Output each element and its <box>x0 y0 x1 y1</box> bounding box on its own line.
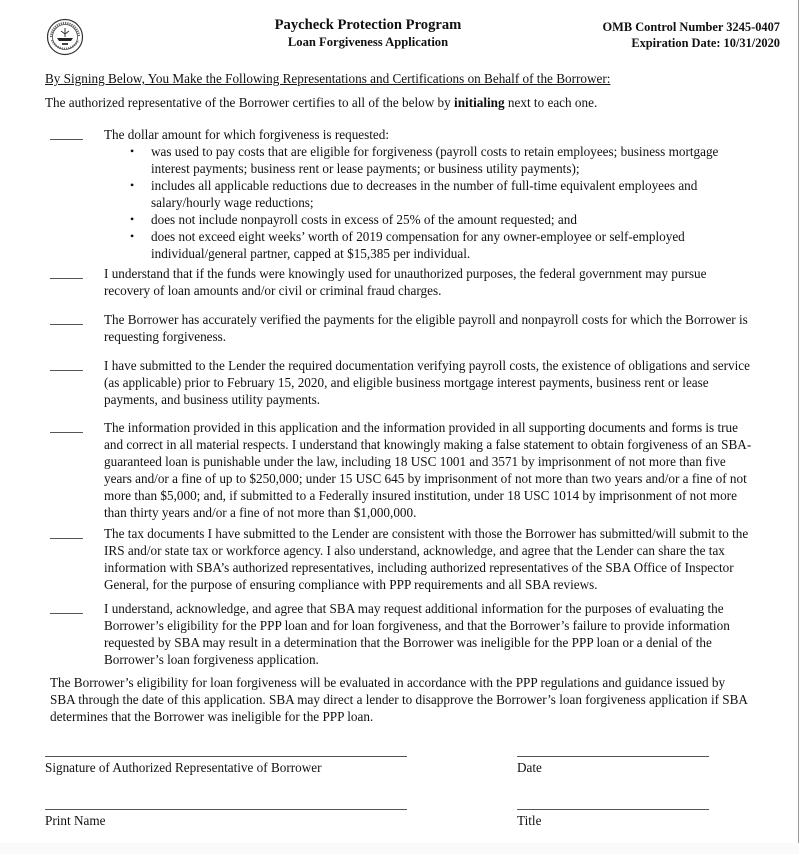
bullet-item: • includes all applicable reductions due to decreases in the number of full-time equivalent employees and salary/hourly wage reductions; <box>130 178 698 210</box>
form-title: Paycheck Protection Program <box>274 17 462 33</box>
certification-text: The Borrower has accurately verified the payments for the eligible payroll and nonpayroll costs for which the Borrower is requesting forgiveness. <box>104 312 748 344</box>
title-field[interactable] <box>517 809 709 810</box>
bullet-icon: • <box>130 212 135 226</box>
intro-before: The authorized representative of the Borrower certifies to all of the below by <box>45 95 455 110</box>
intro-text <box>45 94 597 111</box>
section-heading: By Signing Below, You Make the Following Representations and Certifications on Behalf of the Borrower: <box>45 71 611 86</box>
certification-text: The information provided in this application and the information provided in all supporting documents and forms is true and correct in all material respects. I understand that knowingly making a false statement to obtain forgiveness of an SBA-guaranteed loan is punishable under the law, including 18 USC 1001 and 3571 by imprisonment of not more than five years and/or a fine of up to $250,000; under 15 USC 645 by imprisonment of not more than two years and/or a fine of not more than $5,000; and, if submitted to a Federally insured institution, under 18 USC 1014 by imprisonment of not more than thirty years and/or a fine of not more than $1,000,000. <box>104 420 752 520</box>
print-name-field[interactable] <box>45 809 407 810</box>
initial-field-2[interactable] <box>50 278 83 279</box>
intro-after: next to each one. <box>504 95 598 110</box>
initial-field-5[interactable] <box>50 432 83 433</box>
title-block <box>240 17 496 51</box>
page-bottom-edge <box>0 843 799 854</box>
certification-text: The tax documents I have submitted to the Lender are consistent with those the Borrower has submitted/will submit to the IRS and/or state tax or workforce agency. I also understand, acknowledge, and agree that the Lender can share the tax information with SBA’s authorized representatives, including authorized representatives of the SBA Office of Inspector General, for the purpose of ensuring compliance with PPP requirements and all SBA reviews. <box>104 526 749 592</box>
intro-bold: initialing <box>454 95 505 110</box>
certification-text: The dollar amount for which forgiveness is requested: <box>104 127 390 142</box>
certification-bullets <box>104 143 754 262</box>
bullet-icon: • <box>130 144 135 158</box>
omb-control-number: OMB Control Number 3245-0407 <box>602 20 780 34</box>
initial-field-7[interactable] <box>50 613 83 614</box>
certification-text: I understand that if the funds were knowingly used for unauthorized purposes, the federal government may pursue recovery of loan amounts and/or civil or criminal fraud charges. <box>104 266 707 298</box>
initial-field-6[interactable] <box>50 538 83 539</box>
bullet-item: • does not include nonpayroll costs in excess of 25% of the amount requested; and <box>130 212 577 227</box>
initial-field-1[interactable] <box>50 139 83 140</box>
bullet-item: • does not exceed eight weeks’ worth of 2019 compensation for any owner-employee or self-employed individual/general partner, capped at $15,385 per individual. <box>130 229 685 261</box>
date-field[interactable] <box>517 756 709 757</box>
signature-field[interactable] <box>45 756 407 757</box>
bullet-icon: • <box>130 178 135 192</box>
form-subtitle: Loan Forgiveness Application <box>287 35 449 49</box>
initial-field-3[interactable] <box>50 324 83 325</box>
certification-text: I have submitted to the Lender the required documentation verifying payroll costs, the existence of obligations and service (as applicable) prior to February 15, 2020, and eligible business mortgage interest payments, business rent or lease payments, and business utility payments. <box>104 358 750 407</box>
initial-field-4[interactable] <box>50 370 83 371</box>
bullet-icon: • <box>130 229 135 243</box>
print-name-label: Print Name <box>45 813 106 828</box>
date-label: Date <box>517 760 542 775</box>
closing-paragraph: The Borrower’s eligibility for loan forgiveness will be evaluated in accordance with the PPP regulations and guidance issued by SBA through the date of this application. SBA may direct a lender to disapprove the Borrower’s loan forgiveness application if SBA determines that the Borrower was ineligible for the PPP loan. <box>50 675 748 724</box>
sba-seal-icon <box>46 18 84 56</box>
omb-info <box>603 19 780 51</box>
certification-text: I understand, acknowledge, and agree that SBA may request additional information for the purposes of evaluating the Borrower’s eligibility for the PPP loan and for loan forgiveness, and that the Borrower’s failure to provide information requested by SBA may result in a determination that the Borrower was ineligible for the PPP loan or a denial of the Borrower’s loan forgiveness application. <box>104 601 730 667</box>
expiration-date: Expiration Date: 10/31/2020 <box>631 36 780 50</box>
title-label: Title <box>517 813 542 828</box>
bullet-item: • was used to pay costs that are eligible for forgiveness (payroll costs to retain employees; business mortgage interest payments; business rent or lease payments; or business utility payments); <box>130 144 719 176</box>
signature-label: Signature of Authorized Representative of Borrower <box>45 760 322 775</box>
